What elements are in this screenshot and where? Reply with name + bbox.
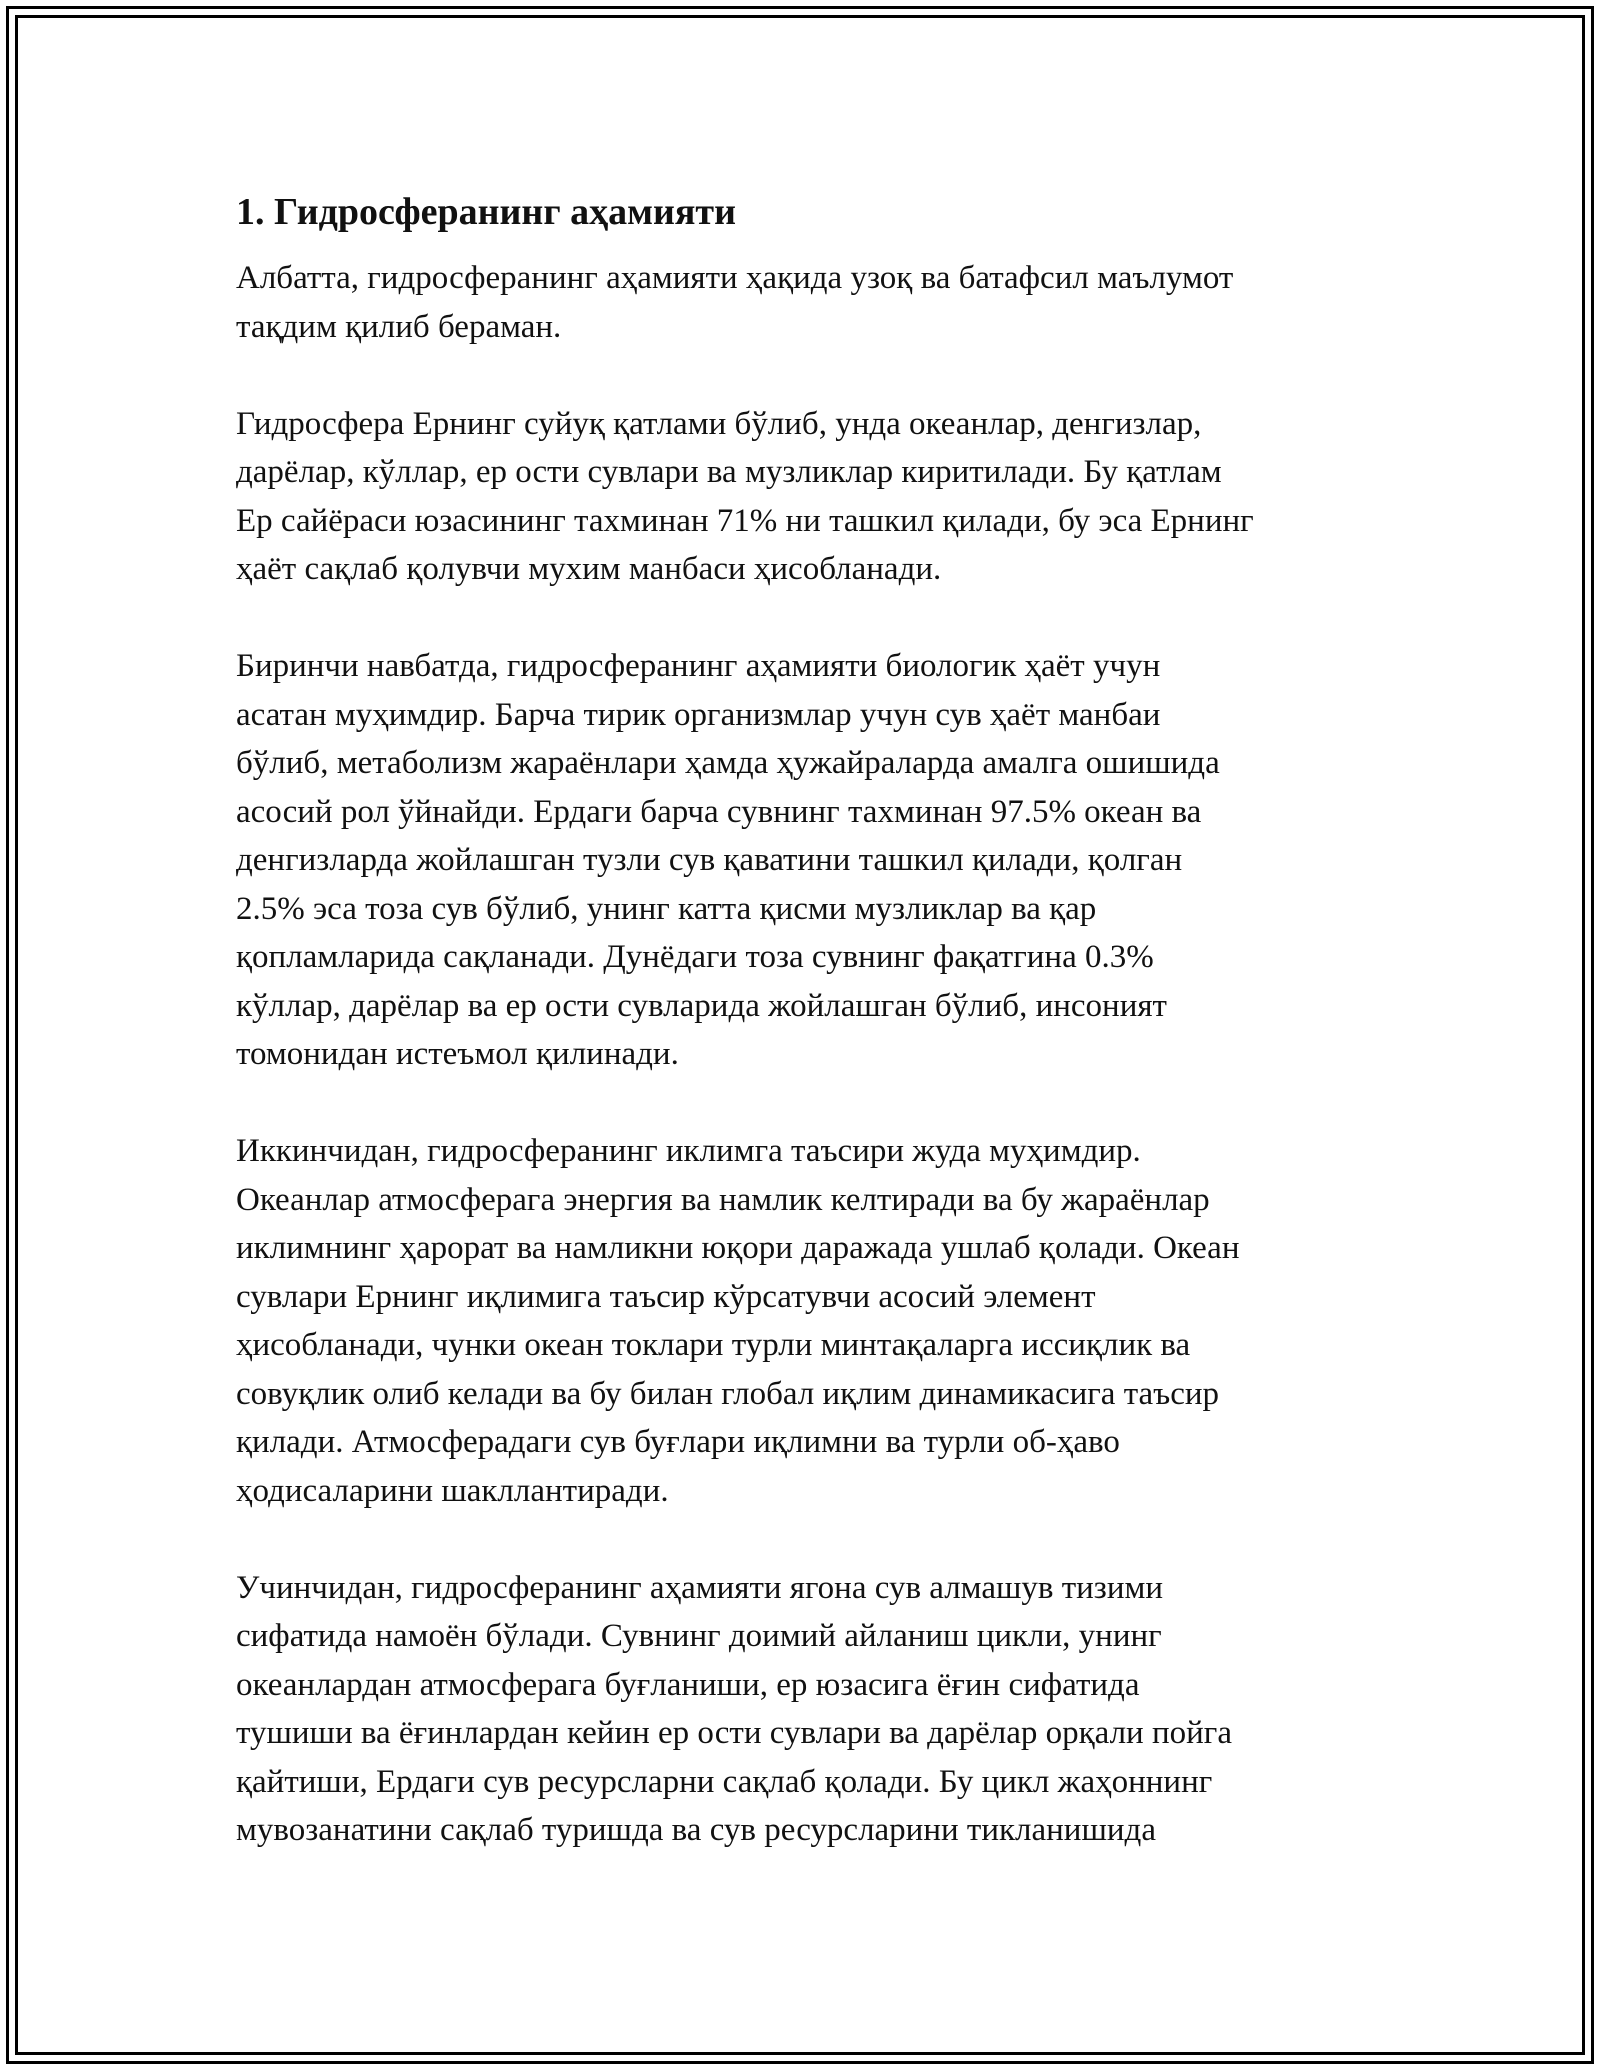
paragraph-line: Биринчи навбатда, гидросферанинг аҳамияти биологик ҳаёт учун (236, 648, 1161, 684)
paragraph-line: қилади. Атмосферадаги сув буғлари иқлимни ва турли об-ҳаво (236, 1424, 1120, 1460)
paragraph-line: қайтиши, Ердаги сув ресурсларни сақлаб қолади. Бу цикл жаҳоннинг (236, 1763, 1213, 1800)
paragraph-line: Ер сайёраси юзасининг тахминан 71% ни ташкил қилади, бу эса Ернинг (236, 502, 1254, 539)
paragraph-line: асосий рол ўйнайди. Ердаги барча сувнинг тахминан 97.5% океан ва (236, 793, 1202, 830)
section-heading: 1. Гидросферанинг аҳамияти (236, 191, 736, 233)
paragraph-line: бўлиб, метаболизм жараёнлари ҳамда ҳужайраларда амалга ошишида (236, 745, 1220, 781)
paragraph-line: қопламларида сақланади. Дунёдаги тоза сувнинг фақатгина 0.3% (236, 939, 1154, 975)
paragraph-line: Океанлар атмосферага энергия ва намлик келтиради ва бу жараёнлар (236, 1181, 1210, 1218)
paragraph-line: асатан муҳимдир. Барча тирик организмлар учун сув ҳаёт манбаи (236, 696, 1161, 733)
paragraph-line: тақдим қилиб бераман. (236, 308, 562, 345)
paragraph-line: тушиши ва ёғинлардан кейин ер ости сувлари ва дарёлар орқали пойга (236, 1715, 1232, 1751)
paragraph-line: иклимнинг ҳарорат ва намликни юқори даражада ушлаб қолади. Океан (236, 1230, 1240, 1266)
paragraph-second (236, 1127, 1396, 1515)
paragraph-line: кўллар, дарёлар ва ер ости сувларида жойлашган бўлиб, инсоният (236, 987, 1167, 1024)
paragraph-line: ҳисобланади, чунки океан токлари турли минтақаларга иссиқлик ва (236, 1327, 1191, 1363)
paragraph-line: ҳаёт сақлаб қолувчи мухим манбаси ҳисобланади. (236, 551, 942, 587)
paragraph-line: Иккинчидан, гидросферанинг иклимга таъсири жуда муҳимдир. (236, 1133, 1141, 1169)
paragraph-line: океанлардан атмосферага буғланиши, ер юзасига ёғин сифатида (236, 1666, 1140, 1703)
paragraph-line: сувлари Ернинг иқлимига таъсир кўрсатувчи асосий элемент (236, 1278, 1096, 1315)
paragraph-line: совуқлик олиб келади ва бу билан глобал иқлим динамикасига таъсир (236, 1375, 1220, 1412)
paragraph-line: 2.5% эса тоза сув бўлиб, унинг катта қисми музликлар ва қар (236, 890, 1097, 927)
paragraph-intro (236, 254, 1396, 351)
paragraph-line: дарёлар, кўллар, ер ости сувлари ва музликлар киритилади. Бу қатлам (236, 454, 1222, 490)
paragraph-line: Гидросфера Ернинг суйуқ қатлами бўлиб, унда океанлар, денгизлар, (236, 405, 1202, 442)
paragraph-line: денгизларда жойлашган тузли сув қаватини ташкил қилади, қолган (236, 842, 1183, 878)
paragraph-line: сифатида намоён бўлади. Сувнинг доимий айланиш цикли, унинг (236, 1618, 1162, 1654)
document-body (236, 188, 1396, 1903)
paragraph-first (236, 642, 1396, 1079)
paragraph-line: ҳодисаларини шакллантиради. (236, 1472, 669, 1509)
paragraph-definition (236, 400, 1396, 594)
paragraph-third (236, 1564, 1396, 1855)
paragraph-line: мувозанатини сақлаб туришда ва сув ресурсларини тикланишида (236, 1812, 1156, 1848)
paragraph-line: Учинчидан, гидросферанинг аҳамияти ягона сув алмашув тизими (236, 1569, 1164, 1606)
paragraph-line: томонидан истеъмол қилинади. (236, 1036, 679, 1072)
paragraph-line: Албатта, гидросферанинг аҳамияти ҳақида узоқ ва батафсил маълумот (236, 260, 1234, 296)
